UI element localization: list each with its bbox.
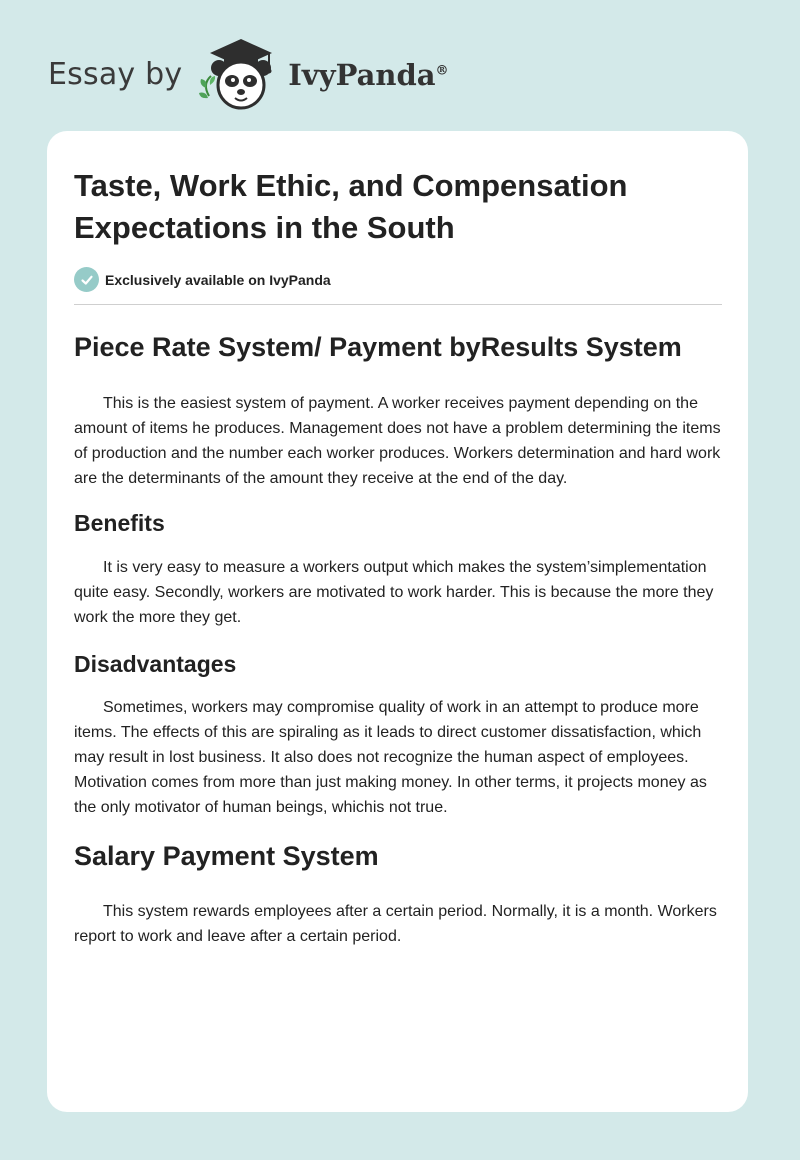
site-header xyxy=(48,36,449,112)
subsection-heading: Disadvantages xyxy=(74,651,237,677)
section-heading: Piece Rate System/ Payment byResults System xyxy=(74,332,682,362)
ivypanda-logo-icon[interactable] xyxy=(196,36,286,112)
exclusive-badge-label: Exclusively available on IvyPanda xyxy=(105,271,331,288)
divider xyxy=(74,304,722,305)
section-paragraph: Sometimes, workers may compromise quality of work in an attempt to produce more items. The effects of this are spiraling as it leads to direct customer dissatisfaction, which may result in lost business. It also does not recognize the human aspect of employees. Motivation comes from more than just making money. In other terms, it projects money as the only motivator of human beings, whichis not true. xyxy=(74,699,707,816)
essay-by-label: Essay by xyxy=(48,56,183,92)
section-paragraph: This system rewards employees after a certain period. Normally, it is a month. Workers report to work and leave after a certain period. xyxy=(74,903,717,945)
subsection-heading: Benefits xyxy=(74,510,165,536)
section-paragraph: It is very easy to measure a workers output which makes the system’simplementation quite easy. Secondly, workers are motivated to work harder. This is because the more they work the more they get. xyxy=(74,559,714,626)
section-heading: Salary Payment System xyxy=(74,841,379,871)
section-paragraph: This is the easiest system of payment. A worker receives payment depending on the amount of items he produces. Management does not have a problem determining the items of production and the number each worker produces. Workers determination and hard work are the determinants of the amount they receive at the end of the day. xyxy=(74,395,721,487)
ivypanda-logo-text[interactable]: IvyPanda® xyxy=(288,58,449,92)
essay-title: Taste, Work Ethic, and Compensation Expectations in the South xyxy=(74,168,628,245)
exclusive-badge xyxy=(74,267,722,292)
check-circle-icon xyxy=(74,267,99,292)
essay-card xyxy=(47,131,748,1112)
